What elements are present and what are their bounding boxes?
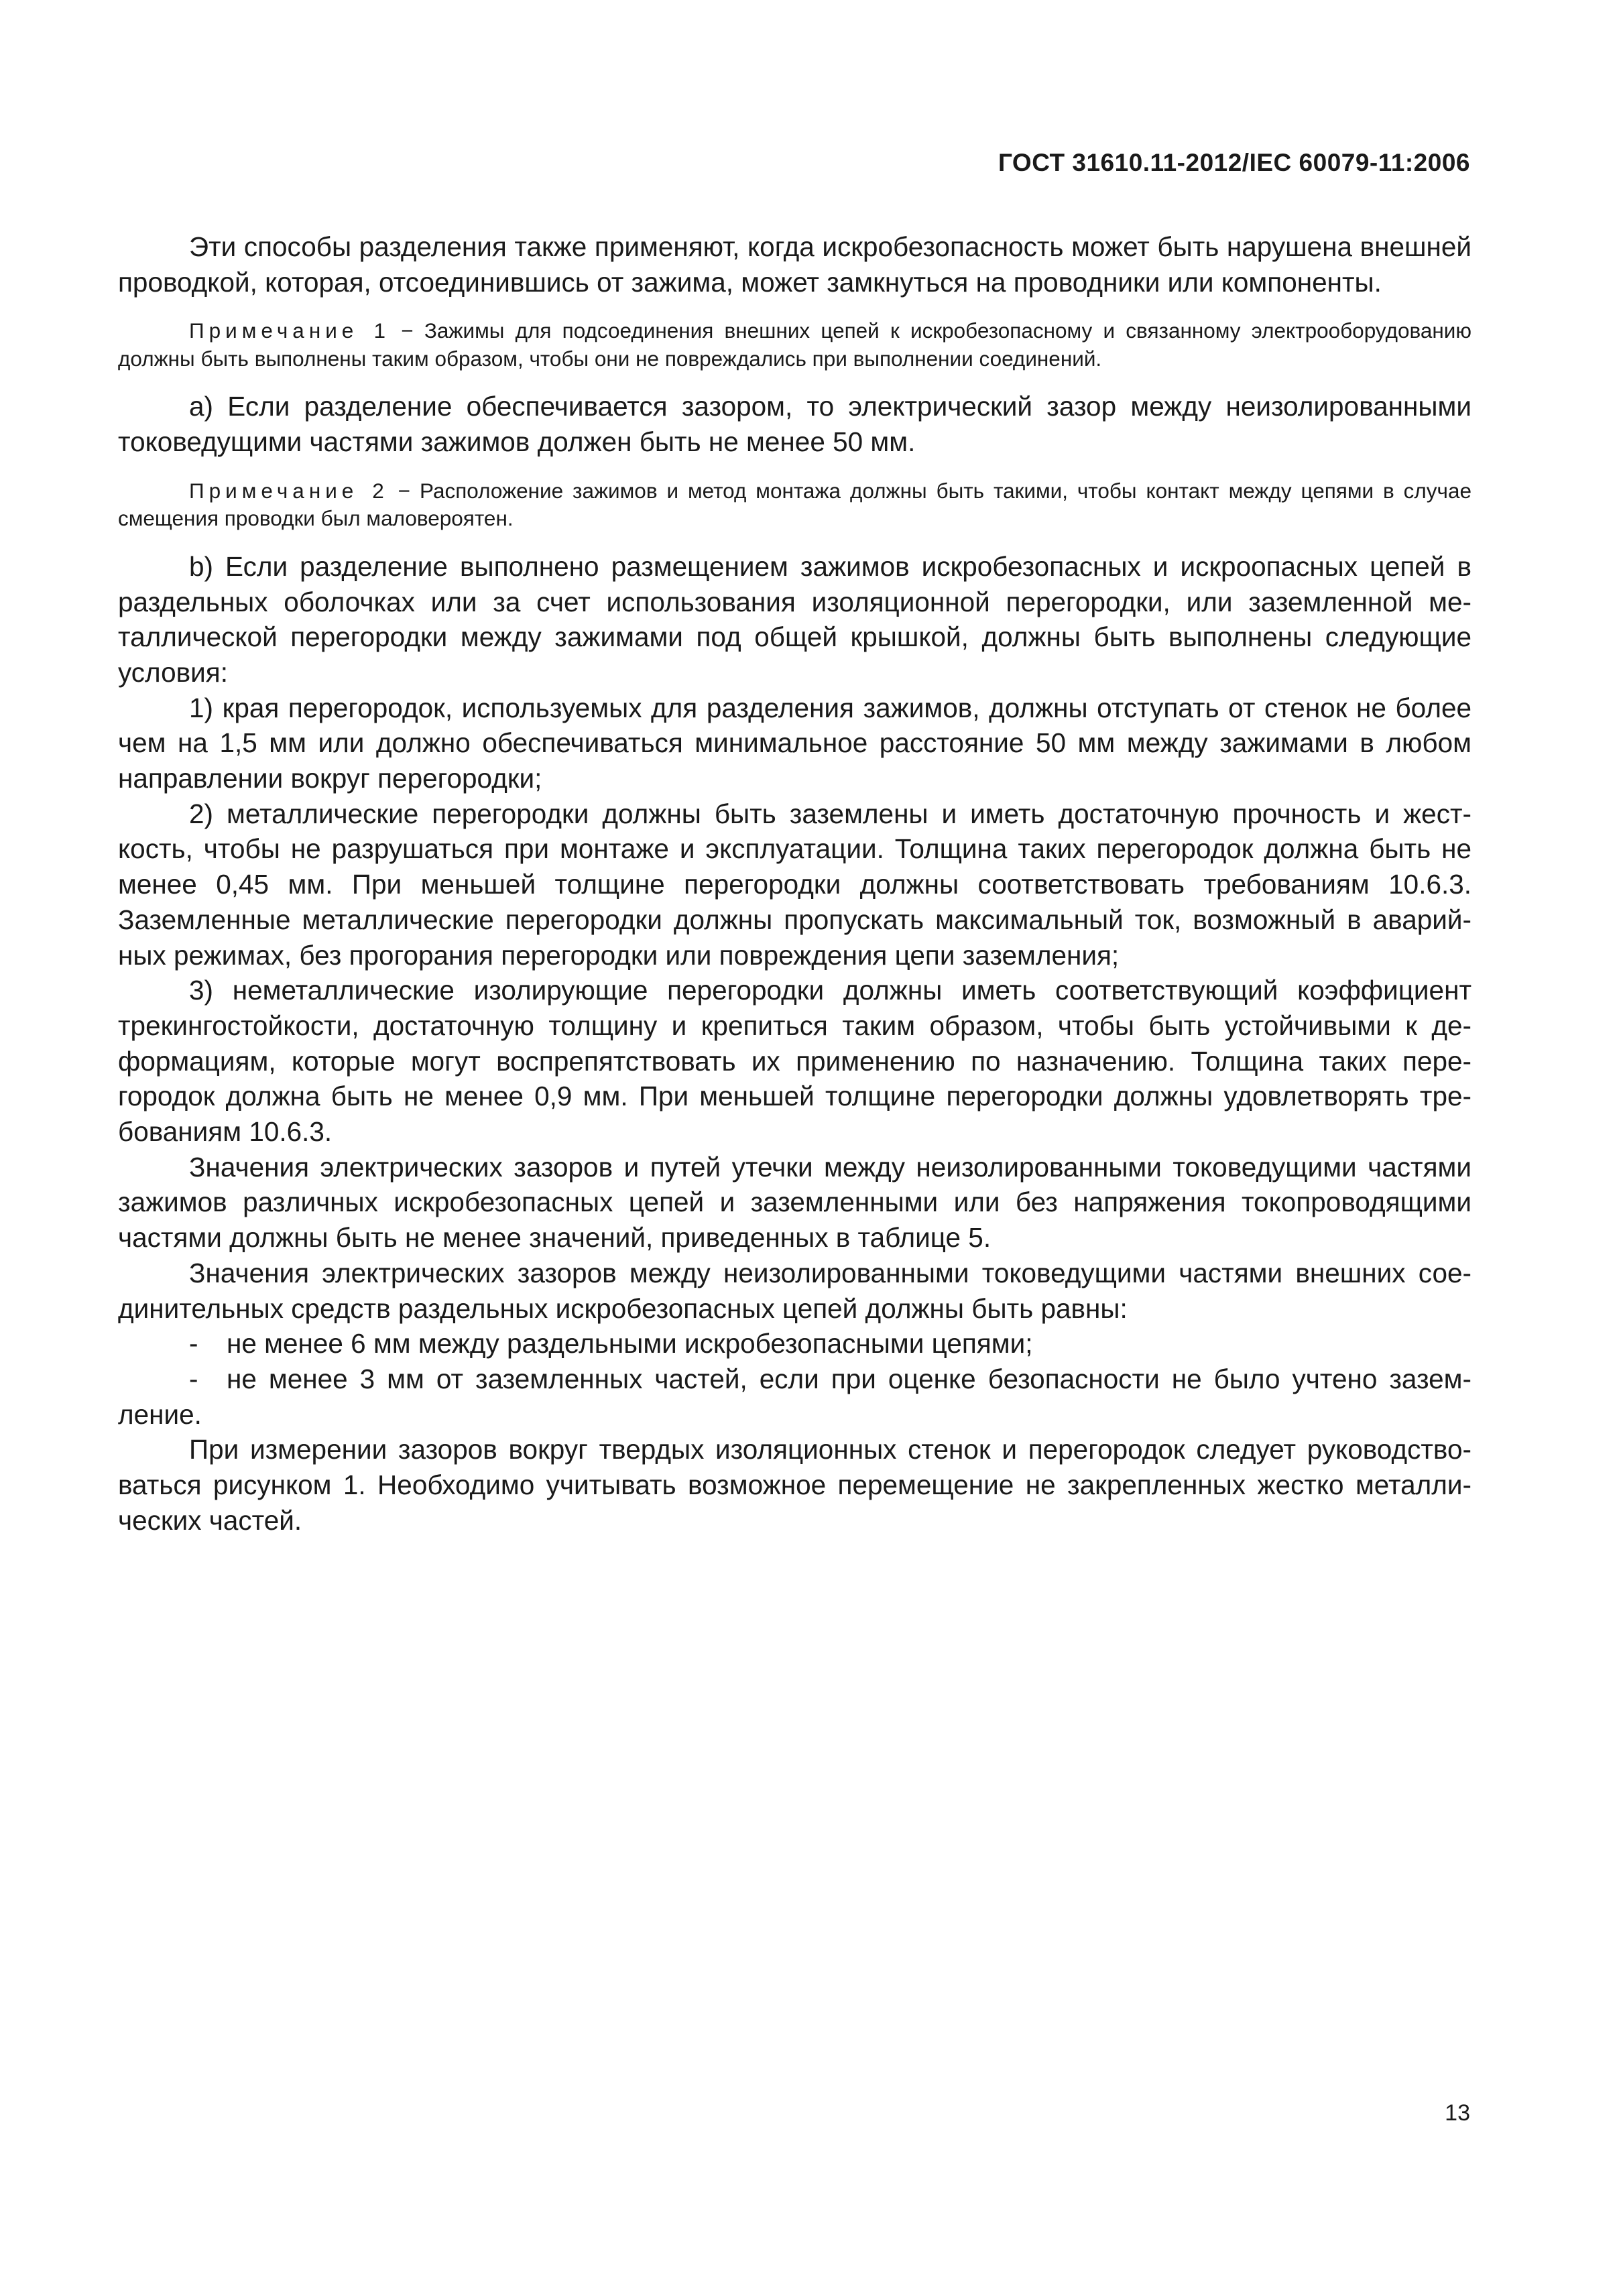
- dash-item-1-text: не менее 6 мм между раздельными искробезопасными цепями;: [227, 1328, 1033, 1360]
- list-item-2: 2) металлические перегородки должны быть заземлены и иметь достаточную прочность и жесткость, чтобы не разрушаться при монтаже и эксплуатации. Толщина таких перегородок должна быть не менее 0,45 мм. При меньшей толщине перегородки должны соответствовать требованиям 10.6.3. Заземленные металлические перегородки должны пропускать максимальный ток, возможный в аварийных режимах, без прогорания перегородки или повреждения цепи заземления;: [118, 798, 1471, 971]
- paragraph-b: b) Если разделение выполнено размещением зажимов искробезопасных и искроопасных цепей в раздельных оболочках или за счет использования изоляционной перегородки, или заземленной металлической перегородки между зажимами под общей крышкой, должны быть выполнены следующие условия:: [118, 550, 1471, 688]
- list-item-3: 3) неметаллические изолирующие перегородки должны иметь соответствующий коэффициент трекингостойкости, достаточную толщину и крепиться таким образом, чтобы быть устойчивыми к деформациям, которые могут воспрепятствовать их применению по назначению. Толщина таких перегородок должна быть не менее 0,9 мм. При меньшей толщине перегородки должны удовлетворять требованиям 10.6.3.: [118, 975, 1471, 1148]
- note-2-label: Примечание 2: [189, 478, 389, 503]
- document-header: ГОСТ 31610.11-2012/IEC 60079-11:2006: [998, 149, 1470, 176]
- paragraph-measurement: При измерении зазоров вокруг твердых изоляционных стенок и перегородок следует руководствоваться рисунком 1. Необходимо учитывать возможное перемещение не закрепленных жестко металлических частей.: [118, 1434, 1471, 1536]
- paragraph-external-connection-clearances: Значения электрических зазоров между неизолированными токоведущими частями внешних соединительных средств раздельных искробезопасных цепей должны быть равны:: [118, 1257, 1471, 1324]
- note-2: [118, 477, 1471, 533]
- note-2-text: − Расположение зажимов и метод монтажа должны быть такими, чтобы контакт между цепями в случае смещения проводки был маловероятен.: [118, 478, 1471, 531]
- page-number: 13: [1445, 2100, 1470, 2126]
- paragraph-a: а) Если разделение обеспечивается зазором, то электрический зазор между неизолированными токоведущими частями зажимов должен быть не менее 50 мм.: [118, 391, 1471, 458]
- paragraph-separation-methods: Эти способы разделения также применяют, когда искробезопасность может быть нарушена внешней проводкой, которая, отсоединившись от зажима, может замкнуться на проводники или компоненты.: [118, 231, 1471, 298]
- dash-bullet: -: [189, 1328, 198, 1360]
- note-1: [118, 317, 1471, 373]
- note-1-label: Примечание 1: [189, 318, 391, 343]
- dash-item-1: [118, 1326, 1471, 1362]
- dash-item-2-text: не менее 3 мм от заземленных частей, если при оценке безопасности не было учтено заземление.: [118, 1363, 1471, 1430]
- dash-item-2: [118, 1362, 1471, 1432]
- list-item-1: 1) края перегородок, используемых для разделения зажимов, должны отступать от стенок не более чем на 1,5 мм или должно обеспечиваться минимальное расстояние 50 мм между зажимами в любом направлении вокруг перегородки;: [118, 692, 1471, 794]
- document-body: [118, 229, 1471, 1538]
- note-1-text: − Зажимы для подсоединения внешних цепей к искробезопасному и связанному электрооборудованию должны быть выполнены таким образом, чтобы они не повреждались при выполнении соединений.: [118, 318, 1471, 371]
- dash-bullet: -: [189, 1363, 198, 1394]
- paragraph-clearance-values: Значения электрических зазоров и путей утечки между неизолированными токоведущими частями зажимов различных искробезопасных цепей и заземленными или без напряжения токопроводящими частями должны быть не менее значений, приведенных в таблице 5.: [118, 1151, 1471, 1254]
